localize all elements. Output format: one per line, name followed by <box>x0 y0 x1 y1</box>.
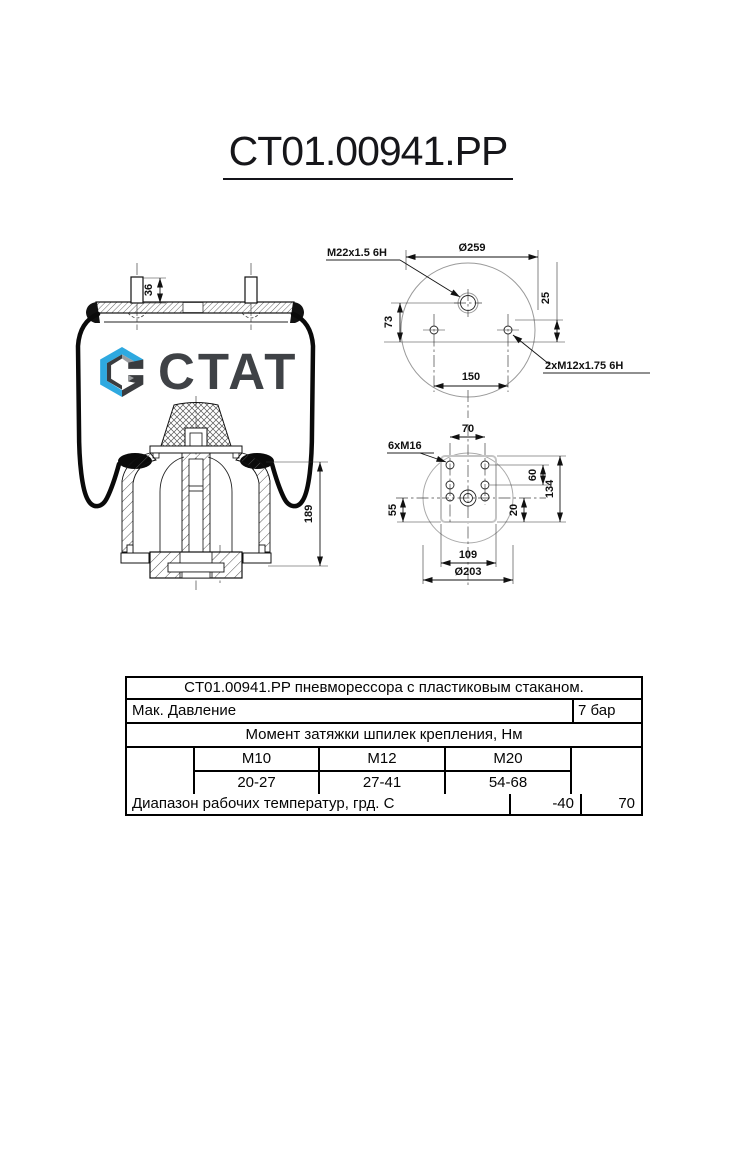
spec-table <box>125 676 643 816</box>
dim-label-hole-spacing-y: 60 <box>527 468 539 482</box>
dim-label-plate-width: 109 <box>458 549 478 561</box>
temp-min-value: -40 <box>511 794 582 814</box>
dim-label-holes-thread: 6xM16 <box>388 440 422 452</box>
dim-label-hole-offset: 73 <box>383 315 395 329</box>
dim-label-offset-small: 20 <box>508 503 520 517</box>
dim-label-plate-height: 134 <box>544 479 556 499</box>
torque-empty-right <box>572 748 641 794</box>
dim-label-port-thread: M22x1.5 6H <box>327 247 387 259</box>
temp-max-value: 70 <box>618 795 635 812</box>
stat-logo <box>96 344 298 400</box>
stat-logo-icon <box>96 344 148 400</box>
side-view-drawing <box>78 263 328 590</box>
part-number-title: CT01.00941.PP <box>223 128 514 180</box>
dim-label-offset-bottom: 55 <box>387 503 399 517</box>
bottom-view-drawing <box>387 423 566 588</box>
torque-col-m10: М10 <box>195 748 318 772</box>
torque-rows <box>127 746 641 794</box>
dim-label-piston-height: 189 <box>303 504 315 524</box>
stat-logo-text: CTAT <box>158 343 299 400</box>
temp-range-label: Диапазон рабочих температур, грд. С <box>127 794 511 814</box>
dim-label-piston-diameter: Ø203 <box>454 566 482 578</box>
dim-label-hole-spacing-x: 70 <box>461 423 475 435</box>
torque-val-m10: 20-27 <box>237 774 276 791</box>
torque-val-m20: 54-68 <box>488 774 528 791</box>
dim-label-top-diameter: Ø259 <box>458 242 486 254</box>
torque-col-m12: М12 <box>320 748 444 772</box>
torque-val-m12: 27-41 <box>362 774 402 791</box>
max-pressure-label: Мак. Давление <box>127 700 574 722</box>
top-view-drawing <box>326 242 650 418</box>
max-pressure-value: 7 бар <box>578 702 616 719</box>
dim-label-stud-height: 36 <box>143 283 155 297</box>
torque-section-header: Момент затяжки шпилек крепления, Нм <box>245 726 523 743</box>
torque-col-m20: М20 <box>446 748 570 772</box>
dim-label-stud-thread: 2xM12x1.75 6H <box>545 360 624 372</box>
dim-label-port-offset: 25 <box>540 291 552 305</box>
table-title: CT01.00941.PP пневморессора с пластиковым стаканом. <box>184 679 584 696</box>
dim-label-stud-spacing: 150 <box>461 371 481 383</box>
torque-empty-left <box>127 748 195 794</box>
